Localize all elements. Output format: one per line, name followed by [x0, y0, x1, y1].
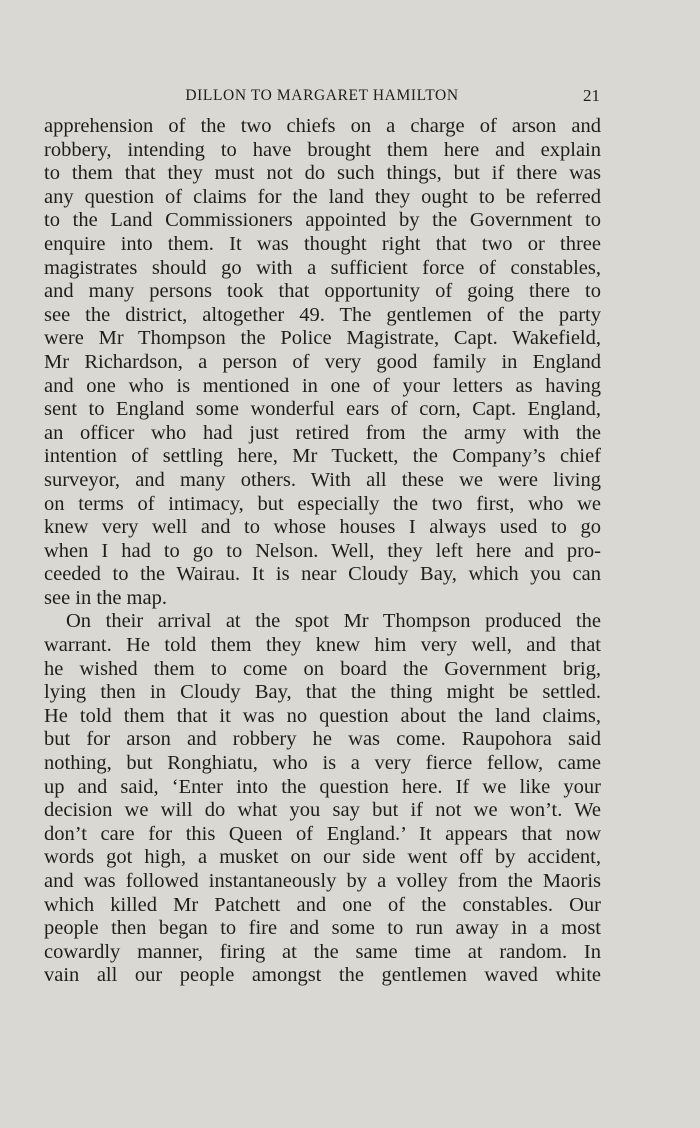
- text-line: were Mr Thompson the Police Magistrate, Capt. Wakefield,: [44, 327, 601, 350]
- text-line: apprehension of the two chiefs on a charge of arson and: [44, 115, 601, 137]
- text-line: surveyor, and many others. With all these we were living: [44, 468, 601, 491]
- text-line: He told them that it was no question about the land claims,: [44, 704, 601, 727]
- text-line: and one who is mentioned in one of your letters as having: [44, 374, 601, 397]
- text-line: he wished them to come on board the Government brig,: [44, 657, 601, 680]
- text-line: see the district, altogether 49. The gentlemen of the party: [44, 303, 601, 326]
- paragraph-first-line: On their arrival at the spot Mr Thompson produced the: [66, 610, 601, 633]
- text-line: don’t care for this Queen of England.’ It appears that now: [44, 822, 601, 845]
- text-line: to them that they must not do such things, but if there was: [44, 162, 601, 185]
- text-line: enquire into them. It was thought right that two or three: [44, 232, 601, 255]
- text-line: lying then in Cloudy Bay, that the thing might be settled.: [44, 681, 601, 704]
- text-line: magistrates should go with a sufficient force of constables,: [44, 256, 601, 279]
- text-line: robbery, intending to have brought them here and explain: [44, 138, 601, 161]
- text-line: words got high, a musket on our side went off by accident,: [44, 846, 601, 869]
- text-line: and many persons took that opportunity of going there to: [44, 280, 601, 303]
- text-line: which killed Mr Patchett and one of the constables. Our: [44, 893, 601, 916]
- text-line: decision we will do what you say but if not we won’t. We: [44, 799, 601, 822]
- text-line: and was followed instantaneously by a volley from the Maoris: [44, 870, 601, 892]
- paragraph-last-line: see in the map.: [44, 586, 167, 609]
- text-line: up and said, ‘Enter into the question here. If we like your: [44, 775, 601, 798]
- text-line: any question of claims for the land they ought to be referred: [44, 185, 601, 208]
- text-line: nothing, but Ronghiatu, who is a very fierce fellow, came: [44, 752, 601, 775]
- text-line: to the Land Commissioners appointed by the Government to: [44, 209, 601, 232]
- chapter-title: DILLON TO MARGARET HAMILTON: [185, 87, 459, 104]
- text-line: people then began to fire and some to run away in a most: [44, 917, 601, 940]
- text-line: warrant. He told them they knew him very well, and that: [44, 634, 601, 657]
- text-line: an officer who had just retired from the army with the: [44, 421, 601, 444]
- body-text: [44, 115, 601, 988]
- text-line: sent to England some wonderful ears of corn, Capt. England,: [44, 398, 601, 421]
- page-number: 21: [583, 86, 600, 105]
- running-head: [44, 84, 600, 108]
- text-line: knew very well and to whose houses I always used to go: [44, 516, 601, 539]
- text-line: when I had to go to Nelson. Well, they left here and pro-: [44, 539, 601, 562]
- text-line: Mr Richardson, a person of very good family in England: [44, 350, 601, 373]
- text-line: on terms of intimacy, but especially the two first, who we: [44, 492, 601, 515]
- text-line: but for arson and robbery he was come. Raupohora said: [44, 728, 601, 751]
- text-line: intention of settling here, Mr Tuckett, the Company’s chief: [44, 445, 601, 468]
- text-line: vain all our people amongst the gentlemen waved white: [44, 964, 601, 987]
- text-line: cowardly manner, firing at the same time at random. In: [44, 940, 601, 963]
- text-line: ceeded to the Wairau. It is near Cloudy Bay, which you can: [44, 563, 601, 586]
